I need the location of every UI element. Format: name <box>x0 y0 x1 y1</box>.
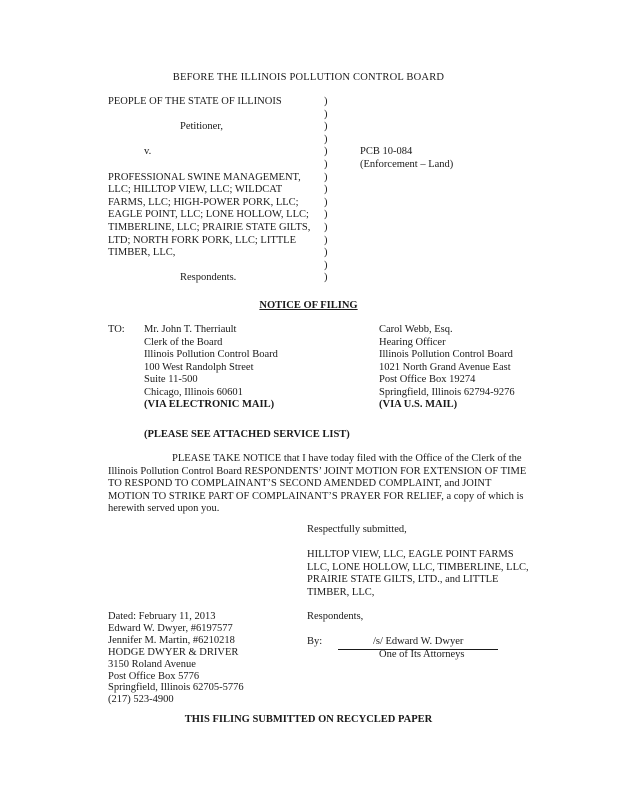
caption-paren-column: ) ) ) ) ) ) ) ) ) ) ) ) ) ) ) <box>324 96 328 284</box>
submitting-party-line: LLC, LONE HOLLOW, LLC, TIMBERLINE, LLC, <box>307 561 529 573</box>
case-type: (Enforcement – Land) <box>360 158 454 170</box>
address-line: Clerk of the Board <box>144 336 223 348</box>
submitting-party-line: TIMBER, LLC, <box>307 586 375 598</box>
firm-address-line: 3150 Roland Avenue <box>108 658 196 670</box>
dated-attorney-block <box>108 611 244 706</box>
versus: v. <box>144 146 152 158</box>
signature-line <box>307 636 498 650</box>
firm-address-line: Springfield, Illinois 62705-5776 <box>108 682 244 694</box>
by-label: By: <box>307 636 323 647</box>
address-line: Springfield, Illinois 62794-9276 <box>379 386 515 398</box>
attorney-line: Edward W. Dwyer, #6197577 <box>108 622 233 634</box>
respondent-line: FARMS, LLC; HIGH-POWER PORK, LLC; <box>108 196 299 208</box>
firm-phone: (217) 523-4900 <box>108 694 174 706</box>
firm-address-line: Post Office Box 5776 <box>108 670 200 682</box>
attorney-line: Jennifer M. Martin, #6210218 <box>108 634 235 646</box>
delivery-method: (VIA ELECTRONIC MAIL) <box>144 399 275 410</box>
address-line: Illinois Pollution Control Board <box>144 349 278 360</box>
address-line: Hearing Officer <box>379 336 446 348</box>
submission-block <box>307 524 529 599</box>
respondent-line: TIMBER, LLC, <box>108 247 176 259</box>
respondent-line: LTD; NORTH FORK PORK, LLC; LITTLE <box>108 234 296 246</box>
firm-line: HODGE DWYER & DRIVER <box>108 646 239 658</box>
respondent-line: PROFESSIONAL SWINE MANAGEMENT, <box>108 171 301 183</box>
case-info <box>360 146 453 171</box>
respondent-line: TIMBERLINE, LLC; PRAIRIE STATE GILTS, <box>108 221 311 233</box>
notice-body-text: PLEASE TAKE NOTICE that I have today filed with the Office of the Clerk of the Illinois Pollution Control Board RESPONDENTS’ JOINT MOTION FOR EXTENSION OF TIME TO RESPOND TO COMPLAINANT’S SECOND AMENDED COMPLAINT, and JOINT MOTION TO STRIKE PART OF COMPLAINANT’S PRAYER FOR RELIEF, a copy of which is herewith served upon you. <box>108 453 527 514</box>
address-line: Illinois Pollution Control Board <box>379 349 513 360</box>
recipient-clerk <box>144 324 278 412</box>
address-line: Carol Webb, Esq. <box>379 324 453 335</box>
petitioner-party: PEOPLE OF THE STATE OF ILLINOIS <box>108 96 282 107</box>
submitting-party-line: PRAIRIE STATE GILTS, LTD., and LITTLE <box>307 574 499 585</box>
signature: /s/ Edward W. Dwyer <box>338 636 498 650</box>
address-line: Chicago, Illinois 60601 <box>144 386 243 398</box>
address-line: Mr. John T. Therriault <box>144 324 237 335</box>
recipient-hearing-officer <box>379 324 515 412</box>
notice-title: NOTICE OF FILING <box>259 300 358 311</box>
to-label: TO: <box>108 324 125 335</box>
respondent-line: LLC; HILLTOP VIEW, LLC; WILDCAT <box>108 184 283 196</box>
address-line: 100 West Randolph Street <box>144 361 254 373</box>
submission-intro: Respectfully submitted, <box>307 524 407 535</box>
address-line: Post Office Box 19274 <box>379 374 476 385</box>
dated-line: Dated: February 11, 2013 <box>108 611 216 622</box>
case-number: PCB 10-084 <box>360 146 413 157</box>
respondent-line: EAGLE POINT, LLC; LONE HOLLOW, LLC; <box>108 209 309 221</box>
address-line: Suite 11-500 <box>144 374 198 385</box>
notice-body <box>108 453 528 516</box>
delivery-method: (VIA U.S. MAIL) <box>379 399 458 410</box>
court-title: BEFORE THE ILLINOIS POLLUTION CONTROL BOARD <box>172 72 445 83</box>
caption-party-block <box>108 96 333 285</box>
address-line: 1021 North Grand Avenue East <box>379 361 511 373</box>
respondents-label: Respondents. <box>180 272 237 284</box>
submitting-party-line: HILLTOP VIEW, LLC, EAGLE POINT FARMS <box>307 549 514 560</box>
submission-respondents-label: Respondents, <box>307 611 364 622</box>
recycled-paper-note: THIS FILING SUBMITTED ON RECYCLED PAPER <box>184 714 433 725</box>
service-list-note: (PLEASE SEE ATTACHED SERVICE LIST) <box>144 429 350 440</box>
signature-role: One of Its Attorneys <box>379 649 465 660</box>
petitioner-label: Petitioner, <box>180 121 224 133</box>
